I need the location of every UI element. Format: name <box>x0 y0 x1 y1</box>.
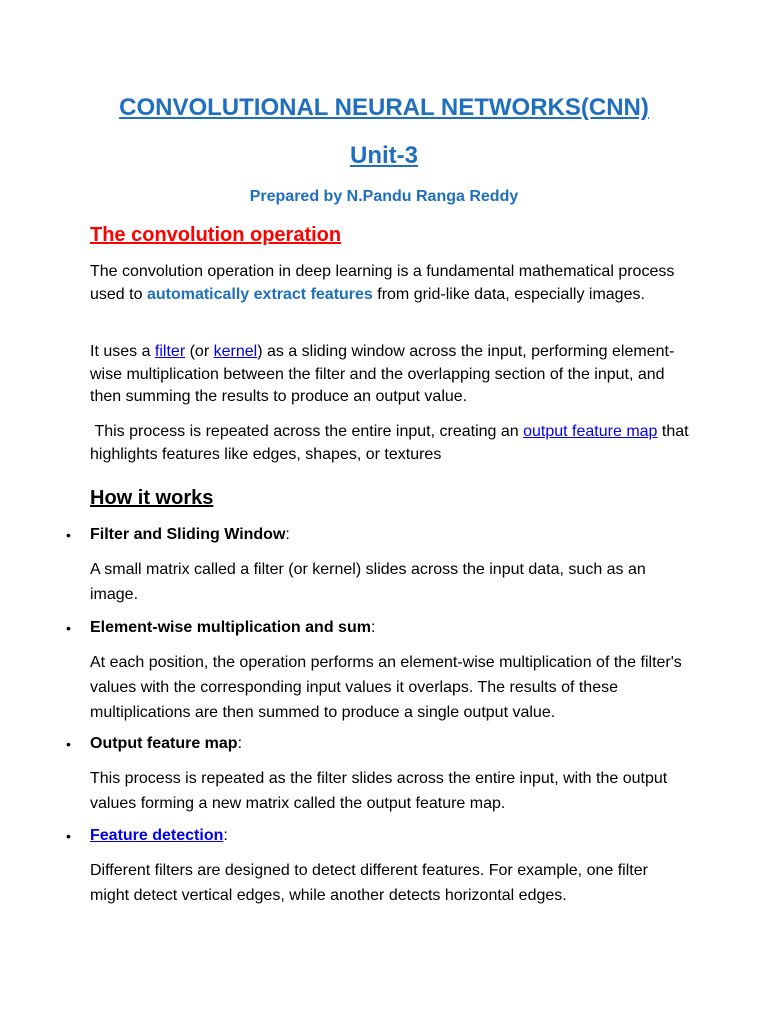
list-item-title <box>90 525 290 545</box>
list-item-body: This process is repeated as the filter slides across the entire input, with the output values forming a new matrix called the output feature map. <box>90 770 668 812</box>
paragraph-text: from grid-like data, especially images. <box>372 285 645 303</box>
list-item-title <box>90 826 228 846</box>
paragraph-text: ) as a sliding window across the input, performing element-wise multiplication between the filter and the overlapping section of the input, and then summing the results to produce an output value. <box>90 343 675 405</box>
paragraph-text: that highlights features like edges, shapes, or textures <box>90 423 689 463</box>
filter-link[interactable]: filter <box>154 343 186 360</box>
bullet-icon: • <box>66 736 71 752</box>
list-item-title <box>90 734 242 754</box>
item-title-text: Element-wise multiplication and sum <box>90 619 371 636</box>
paragraph-text: (or <box>185 343 214 360</box>
section-heading-how-it-works: How it works <box>90 487 214 509</box>
bullet-icon: • <box>66 620 71 636</box>
document-title: CONVOLUTIONAL NEURAL NETWORKS(CNN) <box>119 94 649 121</box>
paragraph-text: This process is repeated across the entire input, creating an <box>90 423 524 440</box>
item-title-suffix: : <box>285 526 290 543</box>
paragraph-text: The convolution operation in deep learning is a fundamental mathematical process used to <box>90 263 675 303</box>
highlight-text: automatically extract features <box>146 285 373 303</box>
list-item-body: A small matrix called a filter (or kernel) slides across the input data, such as an image. <box>90 561 646 603</box>
section-heading-convolution: The convolution operation <box>90 224 342 246</box>
list-item-title <box>90 618 375 638</box>
output-feature-map-link[interactable]: output feature map <box>523 423 658 440</box>
paragraph-output <box>90 421 690 466</box>
paragraph-filter <box>90 341 690 409</box>
unit-title: Unit-3 <box>350 142 418 169</box>
item-title-suffix: : <box>370 619 376 636</box>
item-title-suffix: : <box>223 827 228 844</box>
bullet-icon: • <box>66 527 71 543</box>
kernel-link[interactable]: kernel <box>213 343 258 360</box>
item-title-text: Output feature map <box>90 735 238 752</box>
item-title-suffix: : <box>237 735 243 752</box>
list-item-body: At each position, the operation performs an element-wise multiplication of the filter's values with the corresponding input values it overlaps. The results of these multiplications are then summed to produce a single output value. <box>90 654 682 721</box>
author-line: Prepared by N.Pandu Ranga Reddy <box>249 188 519 205</box>
feature-detection-link[interactable]: Feature detection <box>90 827 224 844</box>
bullet-icon: • <box>66 828 71 844</box>
paragraph-text: It uses a <box>90 343 155 360</box>
list-item-body: Different filters are designed to detect different features. For example, one filter might detect vertical edges, while another detects horizontal edges. <box>90 862 648 904</box>
item-title-text: Filter and Sliding Window <box>90 526 286 543</box>
paragraph-intro <box>90 261 690 306</box>
